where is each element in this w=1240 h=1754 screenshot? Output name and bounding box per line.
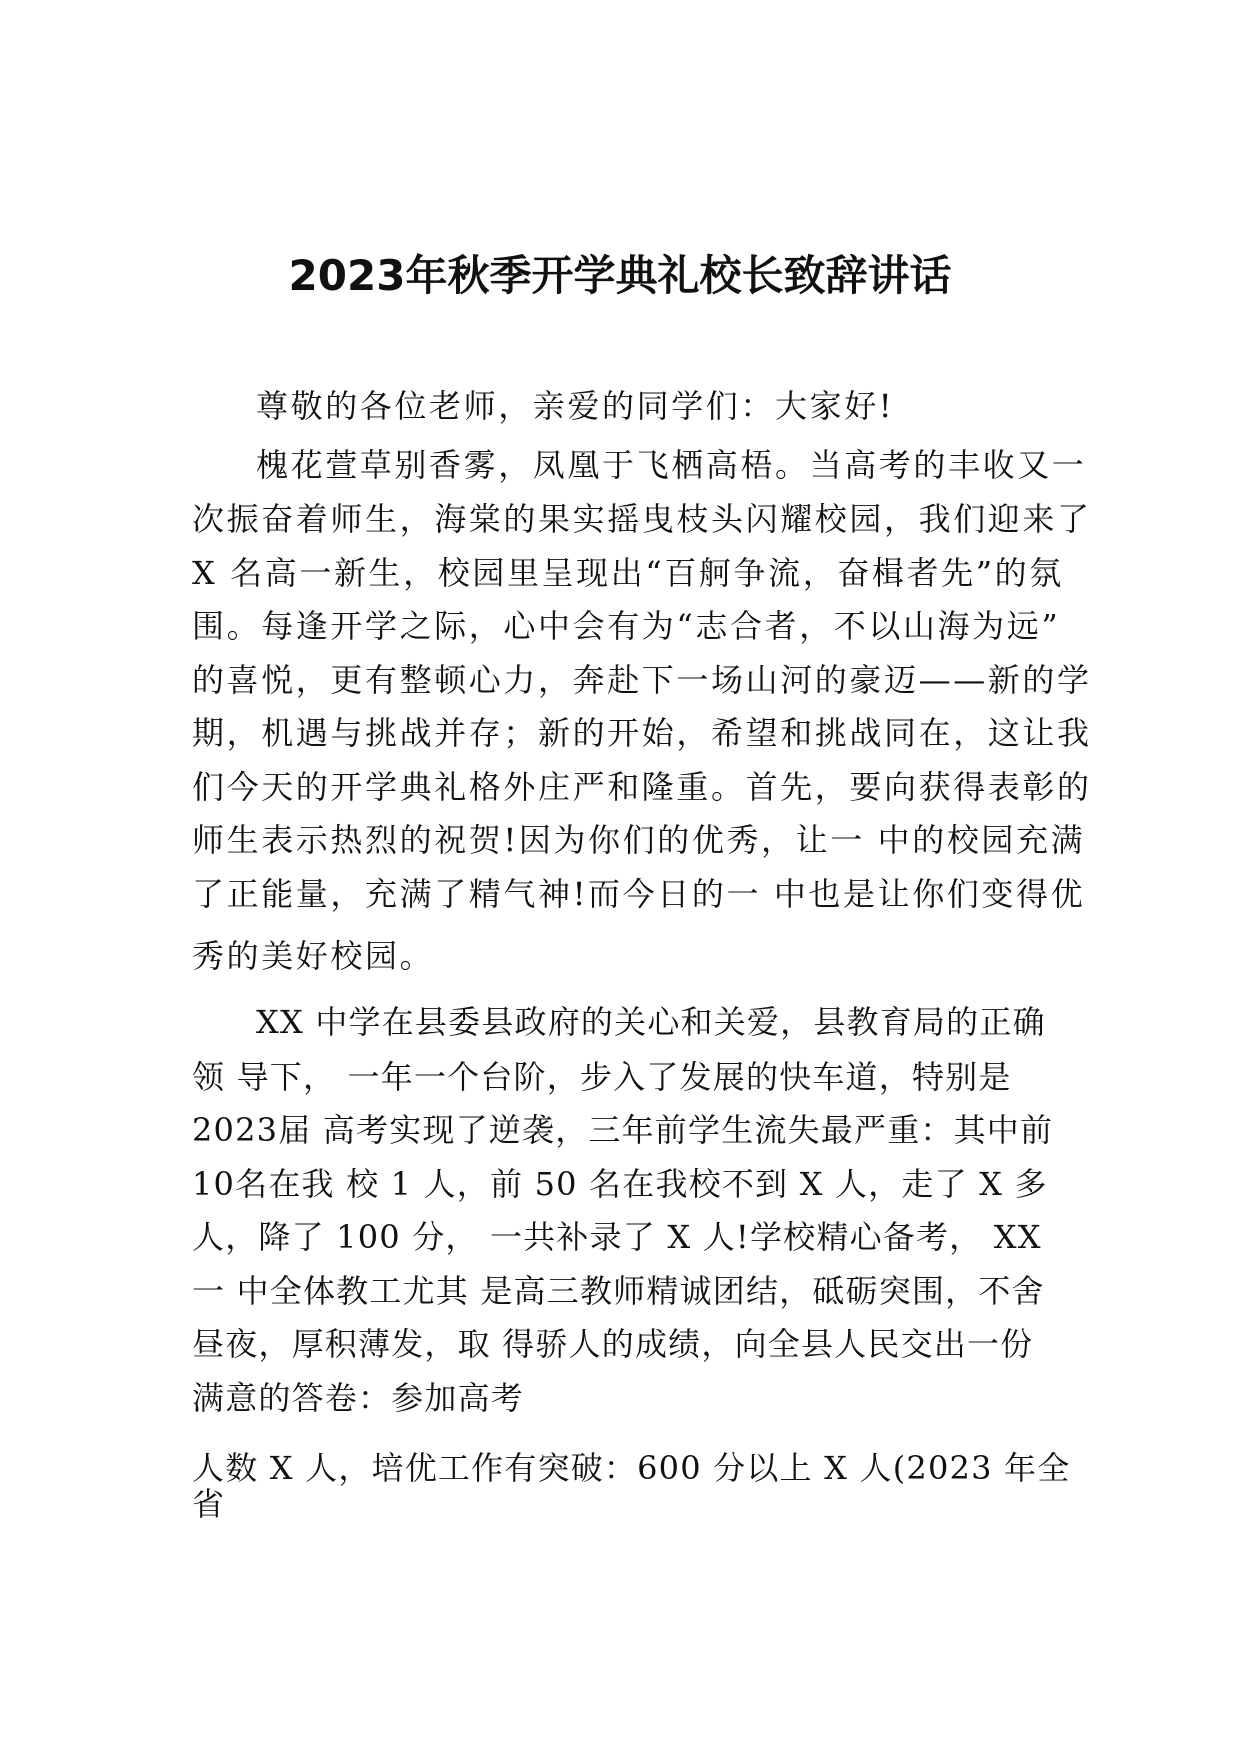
paragraph-line: 期，机遇与挑战并存；新的开始，希望和挑战同在，这让我	[192, 714, 1092, 752]
paragraph-line: 师生表示热烈的祝贺!因为你们的优秀，让一 中的校园充满	[192, 821, 1086, 859]
paragraph-line: 的喜悦，更有整顿心力，奔赴下一场山河的豪迈——新的学	[192, 661, 1092, 699]
paragraph-line: X 名高一新生，校园里呈现出“百舸争流，奋楫者先”的氛	[192, 554, 1064, 592]
paragraph-line: 次振奋着师生，海棠的果实摇曳枝头闪耀校园，我们迎来了	[192, 500, 1092, 538]
paragraph-line: 领 导下， 一年一个台阶，步入了发展的快车道，特别是	[192, 1058, 1012, 1096]
paragraph-line: 昼夜，厚积薄发，取 得骄人的成绩，向全县人民交出一份	[192, 1325, 1034, 1363]
paragraph-line: 10名在我 校 1 人，前 50 名在我校不到 X 人，走了 X 多	[192, 1165, 1048, 1203]
paragraph-line: 了正能量，充满了精气神!而今日的一 中也是让你们变得优	[192, 875, 1086, 913]
greeting-line: 尊敬的各位老师，亲爱的同学们：大家好!	[256, 387, 895, 425]
paragraph-line: 一 中全体教工尤其 是高三教师精诚团结，砥砺突围，不舍	[192, 1272, 1045, 1310]
paragraph-line: 人数 X 人，培优工作有突破：600 分以上 X 人(2023 年全	[192, 1449, 1071, 1487]
paragraph-line: 人，降了 100 分， 一共补录了 X 人!学校精心备考， XX	[192, 1218, 1042, 1256]
paragraph-line: 满意的答卷：参加高考	[192, 1379, 525, 1417]
paragraph-line: 2023届 高考实现了逆袭，三年前学生流失最严重：其中前	[192, 1111, 1054, 1149]
paragraph-line: XX 中学在县委县政府的关心和关爱，县教育局的正确	[256, 1003, 1046, 1041]
paragraph-line: 槐花萱草别香雾，凤凰于飞栖高梧。当高考的丰收又一	[256, 446, 1087, 484]
paragraph-line: 秀的美好校园。	[192, 937, 435, 975]
paragraph-line: 围。每逢开学之际，心中会有为“志合者，不以山海为远”	[192, 607, 1061, 645]
paragraph-line: 省	[192, 1485, 226, 1523]
document-title: 2023年秋季开学典礼校长致辞讲话	[288, 251, 952, 300]
paragraph-line: 们今天的开学典礼格外庄严和隆重。首先，要向获得表彰的	[192, 768, 1092, 806]
